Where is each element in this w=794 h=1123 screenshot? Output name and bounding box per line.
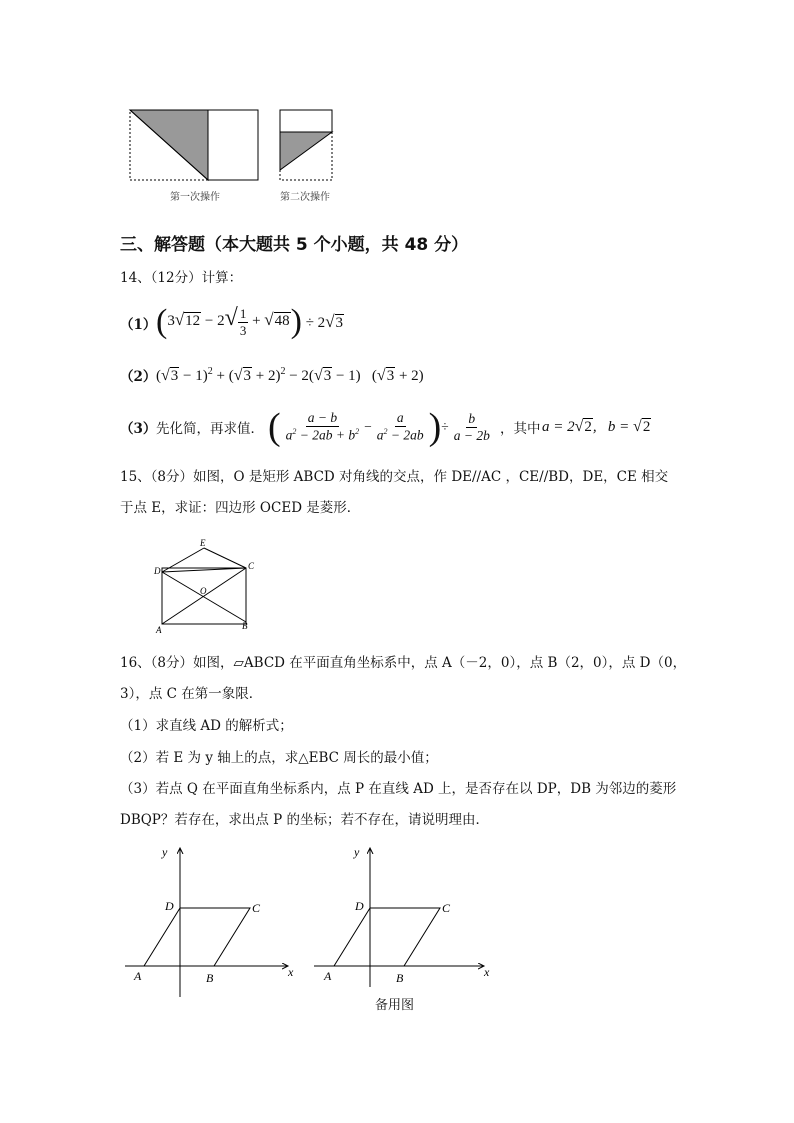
q14-part3-instruction: 先化简，再求值． (156, 421, 264, 437)
second-operation-caption: 第二次操作 (280, 192, 330, 203)
q16-sub3-line2: DBQP？若存在，求出点 P 的坐标；若不存在，请说明理由． (120, 812, 490, 828)
q16-graph-spare (312, 842, 497, 992)
first-operation-caption: 第一次操作 (170, 192, 220, 203)
q15-label-B: B (242, 621, 248, 631)
q15-label-C: C (248, 561, 255, 571)
q14-part2-label: （2） (120, 369, 157, 385)
q14-part1-label: （1） (120, 317, 157, 333)
section-title: 三、解答题（本大题共 5 个小题，共 48 分） (120, 235, 469, 255)
q14-part1-expression: ( 3√12 − 2√ $\frac{1}{3}$ + √48 ) ÷ 2√3 (156, 303, 344, 340)
first-operation-figure (124, 104, 264, 184)
q15-label-O: O (200, 586, 207, 596)
graph2-label-B: B (396, 971, 404, 985)
q14-part3-values: a = 2√2, b = √2 (542, 418, 651, 435)
graph2-label-A: A (324, 969, 332, 983)
q15-line1: 15、（8分）如图，O 是矩形 ABCD 对角线的交点，作 DE//AC ，CE//BD，DE，CE 相交 (120, 469, 669, 485)
graph1-label-C: C (252, 901, 261, 915)
graph1-label-A: A (134, 969, 142, 983)
q16-graph-main (120, 842, 305, 1002)
graph2-label-y: y (354, 845, 360, 859)
q14-part3-where: ，其中 (500, 421, 541, 437)
q15-line2: 于点 E，求证：四边形 OCED 是菱形． (120, 500, 361, 516)
graph2-label-D: D (355, 899, 364, 913)
spare-graph-caption: 备用图 (375, 998, 415, 1013)
graph2-label-x: x (484, 965, 490, 979)
q16-sub3-line1: （3）若点 Q 在平面直角坐标系内，点 P 在直线 AD 上，是否存在以 DP，DB 为邻边的菱形 (120, 781, 677, 797)
q14-part2-expression: $(√3 - 1)^2 + (√3 + 2)^2 - 2(√3 - 1)$ (√3 + 2) (156, 366, 424, 384)
q14-header: 14、（12分）计算： (120, 270, 243, 286)
graph1-label-B: B (206, 971, 214, 985)
graph1-label-y: y (162, 845, 168, 859)
q16-line2: 3），点 C 在第一象限． (120, 686, 263, 702)
q15-rectangle-figure (150, 536, 260, 636)
second-operation-figure (276, 104, 340, 184)
graph1-label-x: x (288, 965, 294, 979)
q16-sub2: （2）若 E 为 y 轴上的点，求△EBC 周长的最小值； (120, 750, 438, 766)
graph2-label-C: C (442, 901, 451, 915)
q15-label-E: E (200, 538, 206, 548)
q14-part3-expression: ( $\frac{a - b}{a^2 - 2ab + b^2}$ − $\frac{a}{a^2 - 2ab}$ ) ÷ $\frac{b}{a - 2b}$ (268, 406, 490, 448)
q16-line1: 16、（8分）如图，▱ABCD 在平面直角坐标系中，点 A（－2，0），点 B（2，0），点 D（0， (120, 655, 687, 671)
q14-part3-label: （3） (120, 421, 157, 437)
q16-sub1: （1）求直线 AD 的解析式； (120, 718, 293, 734)
q15-label-D: D (154, 566, 161, 576)
graph1-label-D: D (165, 899, 174, 913)
q15-label-A: A (156, 625, 162, 635)
